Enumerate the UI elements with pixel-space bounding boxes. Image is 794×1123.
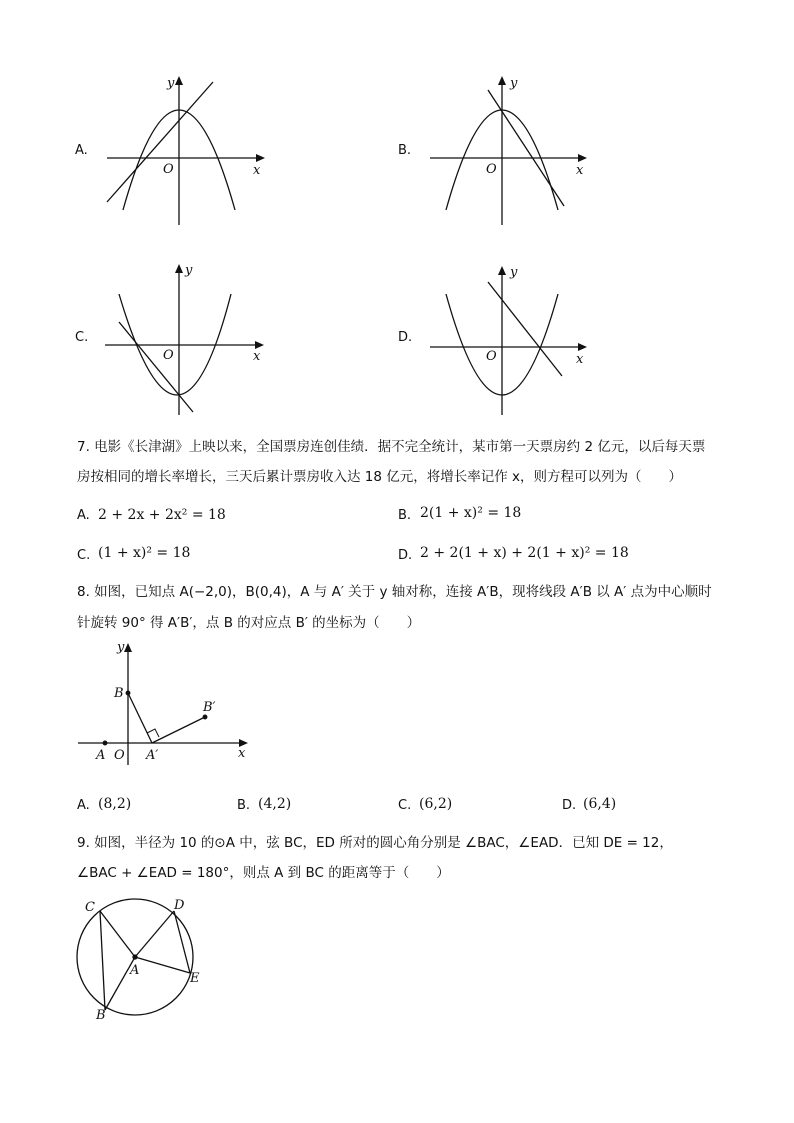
x-axis-arrow-icon xyxy=(256,154,265,162)
origin-label: O xyxy=(163,348,174,363)
y-axis-label: y xyxy=(167,76,175,91)
q6-option-d-label[interactable]: D. xyxy=(398,330,413,345)
q7-option-b-label[interactable]: B. xyxy=(398,508,412,523)
point-d-label: D xyxy=(174,898,185,913)
x-axis-arrow-icon xyxy=(255,341,264,349)
q8-option-d-value[interactable]: (6,4) xyxy=(583,796,617,812)
point-b-dot xyxy=(126,691,130,695)
q8-option-b-label[interactable]: B. xyxy=(237,798,251,813)
segment-a1-b xyxy=(128,693,152,743)
q9-figure xyxy=(70,895,210,1025)
q6-graph-d[interactable] xyxy=(418,260,598,420)
q8-stem-line-1: 8. 如图，已知点 A(−2,0)，B(0,4)，A 与 A′ 关于 y 轴对称，连接 A′B，现将线段 A′B 以 A′ 点为中心顺时 xyxy=(77,584,712,600)
q6-graph-b[interactable] xyxy=(418,70,598,230)
y-axis-arrow-icon xyxy=(175,264,183,273)
straight-line xyxy=(488,282,562,376)
q7-option-a-expr[interactable]: 2 + 2x + 2x² = 18 xyxy=(98,507,226,523)
radius-ac xyxy=(100,911,135,957)
q7-option-d-expr[interactable]: 2 + 2(1 + x) + 2(1 + x)² = 18 xyxy=(420,545,629,561)
q6-graph-c[interactable] xyxy=(95,260,275,420)
y-axis-arrow-icon xyxy=(498,266,506,275)
x-axis-arrow-icon xyxy=(578,154,587,162)
origin-label: O xyxy=(114,748,125,763)
y-axis-label: y xyxy=(510,76,518,91)
q8-option-a-value[interactable]: (8,2) xyxy=(98,796,132,812)
q8-option-c-label[interactable]: C. xyxy=(398,798,412,813)
q8-stem-line-2: 针旋转 90° 得 A′B′，点 B 的对应点 B′ 的坐标为（ ） xyxy=(77,615,421,631)
y-axis-arrow-icon xyxy=(175,76,183,85)
q7-option-a-label[interactable]: A. xyxy=(77,508,90,523)
point-a-dot xyxy=(103,741,107,745)
q9-stem-line-2: ∠BAC + ∠EAD = 180°，则点 A 到 BC 的距离等于（ ） xyxy=(77,865,450,881)
straight-line xyxy=(107,82,213,202)
x-axis-label: x xyxy=(238,746,246,761)
q7-stem-line-1: 7. 电影《长津湖》上映以来，全国票房连创佳绩．据不完全统计，某市第一天票房约 2 亿元，以后每天票 xyxy=(77,439,706,455)
q8-option-a-label[interactable]: A. xyxy=(77,798,90,813)
point-a-label: A xyxy=(130,963,140,978)
y-axis-arrow-icon xyxy=(124,643,132,652)
q8-option-d-label[interactable]: D. xyxy=(562,798,577,813)
point-a1-label: A′ xyxy=(146,748,159,763)
q6-option-c-label[interactable]: C. xyxy=(75,330,89,345)
straight-line xyxy=(119,322,193,412)
q7-option-d-label[interactable]: D. xyxy=(398,548,413,563)
segment-a1-b1 xyxy=(152,717,205,743)
y-axis-label: y xyxy=(117,640,125,655)
point-b-label: B xyxy=(114,686,124,701)
origin-label: O xyxy=(486,162,497,177)
chord-de xyxy=(174,911,190,973)
q8-figure xyxy=(70,635,260,770)
y-axis-arrow-icon xyxy=(498,76,506,85)
point-b1-label: B′ xyxy=(203,700,216,715)
radius-ad xyxy=(135,911,174,957)
y-axis-label: y xyxy=(185,263,193,278)
point-b1-dot xyxy=(203,715,207,719)
x-axis-label: x xyxy=(576,163,584,178)
origin-label: O xyxy=(486,349,497,364)
origin-label: O xyxy=(163,162,174,177)
y-axis-label: y xyxy=(510,265,518,280)
straight-line xyxy=(488,90,564,206)
q7-option-c-expr[interactable]: (1 + x)² = 18 xyxy=(98,545,191,561)
center-dot xyxy=(133,955,137,959)
x-axis-label: x xyxy=(253,349,261,364)
point-a-label: A xyxy=(96,748,106,763)
q7-stem-line-2: 房按相同的增长率增长，三天后累计票房收入达 18 亿元，将增长率记作 x，则方程可以列为（ ） xyxy=(77,469,683,485)
q7-option-c-label[interactable]: C. xyxy=(77,548,91,563)
x-axis-arrow-icon xyxy=(578,343,587,351)
q9-stem-line-1: 9. 如图，半径为 10 的⊙A 中，弦 BC，ED 所对的圆心角分别是 ∠BAC，∠EAD．已知 DE = 12， xyxy=(77,835,673,851)
chord-bc xyxy=(100,911,105,1010)
x-axis-label: x xyxy=(576,352,584,367)
point-b-label: B xyxy=(96,1008,106,1023)
x-axis-label: x xyxy=(253,163,261,178)
q7-option-b-expr[interactable]: 2(1 + x)² = 18 xyxy=(420,505,522,521)
q6-option-b-label[interactable]: B. xyxy=(398,143,412,158)
q6-graph-a[interactable] xyxy=(95,70,275,230)
point-c-label: C xyxy=(85,900,95,915)
radius-ae xyxy=(135,957,190,973)
point-e-label: E xyxy=(190,971,200,986)
q8-option-b-value[interactable]: (4,2) xyxy=(258,796,292,812)
q8-option-c-value[interactable]: (6,2) xyxy=(419,796,453,812)
q6-option-a-label[interactable]: A. xyxy=(75,143,88,158)
